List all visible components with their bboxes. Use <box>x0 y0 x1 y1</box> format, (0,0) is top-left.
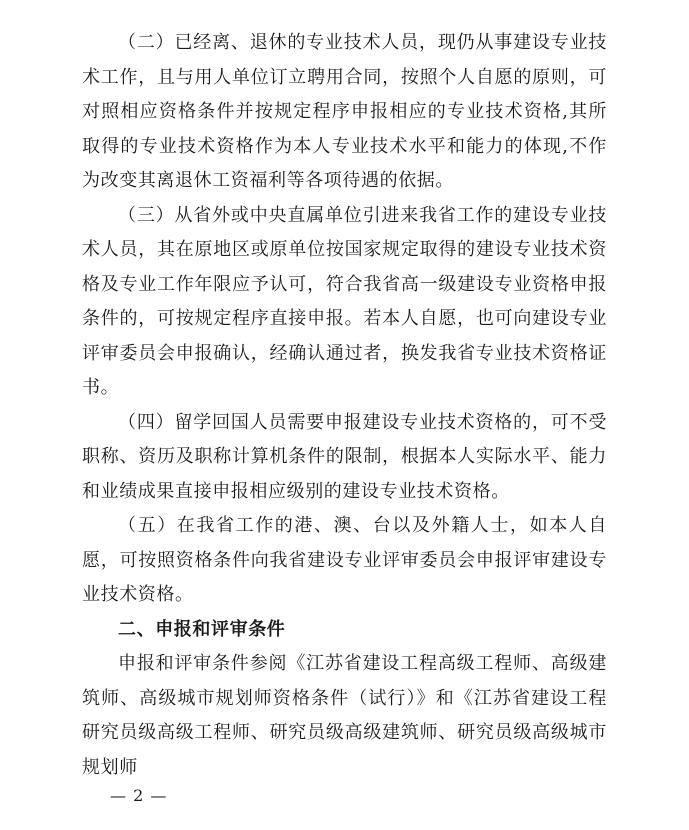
paragraph-transferred-personnel: （三）从省外或中央直属单位引进来我省工作的建设专业技术人员，其在原地区或原单位按国家规定取得的建设专业技术资格及专业工作年限应予认可，符合我省高一级建设专业资格申报条件的，可按规定程序直接申报。若本人自愿，也可向建设专业评审委员会申报确认，经确认通过者，换发我省专业技术资格证书。 <box>82 204 607 398</box>
document-page <box>82 26 607 785</box>
paragraph-returned-overseas-students: （四）留学回国人员需要申报建设专业技术资格的，可不受职称、资历及职称计算机条件的限制，根据本人实际水平、能力和业绩成果直接申报相应级别的建设专业技术资格。 <box>82 411 607 502</box>
paragraph-retired-personnel: （二）已经离、退休的专业技术人员，现仍从事建设专业技术工作，且与用人单位订立聘用合同，按照个人自愿的原则，可对照相应资格条件并按规定程序申报相应的专业技术资格,其所取得的专业技术资格作为本人专业技术水平和能力的体现,不作为改变其离退休工资福利等各项待遇的依据。 <box>82 32 607 191</box>
paragraph-foreign-personnel: （五）在我省工作的港、澳、台以及外籍人士，如本人自愿，可按照资格条件向我省建设专业评审委员会申报评审建设专业技术资格。 <box>82 515 607 605</box>
section-paragraph: 申报和评审条件参阅《江苏省建设工程高级工程师、高级建筑师、高级城市规划师资格条件（试行）》和《江苏省建设工程研究员级高级工程师、研究员级高级建筑师、研究员级高级城市规划师 <box>82 653 607 778</box>
section-heading: 二、申报和评审条件 <box>118 618 286 640</box>
page-number: — 2 — <box>110 786 168 805</box>
